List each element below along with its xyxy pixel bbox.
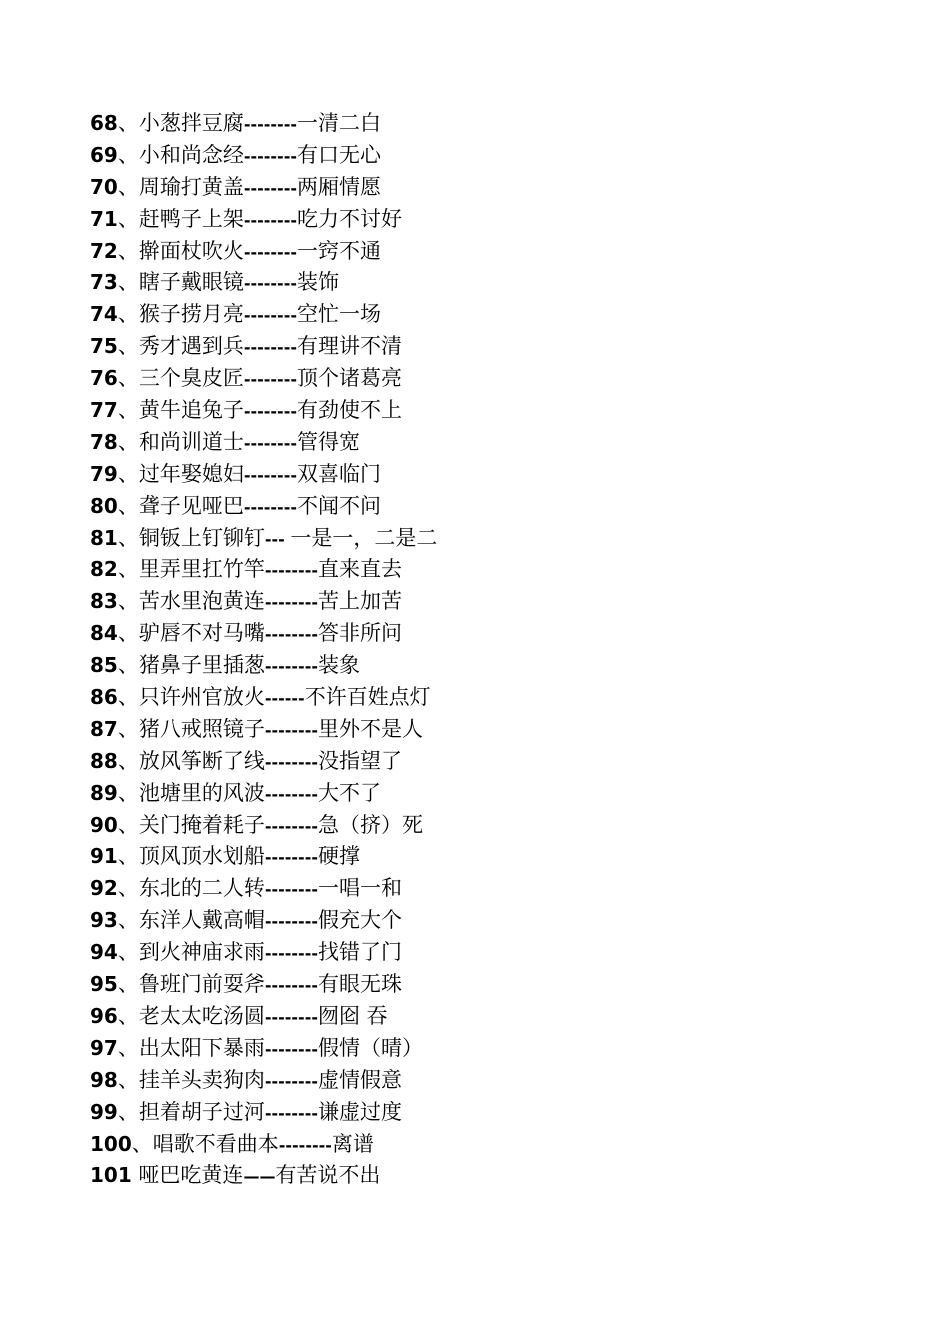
answer-text: 装饰 [296, 270, 339, 295]
item-number: 98 [90, 1067, 118, 1092]
list-item [90, 841, 890, 873]
item-number: 74 [90, 302, 118, 327]
item-mark: 、 [117, 685, 139, 710]
item-number: 72 [90, 238, 118, 263]
item-number: 84 [90, 621, 118, 646]
item-mark: 、 [117, 334, 139, 359]
item-mark: 、 [117, 844, 139, 869]
answer-text: 硬撑 [317, 844, 360, 869]
separator-dashes: -------- [264, 1007, 318, 1027]
separator-dashes: -------- [243, 402, 297, 422]
item-number: 81 [90, 525, 118, 550]
answer-text: 有苦说不出 [275, 1163, 381, 1188]
list-item [90, 810, 890, 842]
answer-text: 有口无心 [296, 142, 381, 167]
item-number: 82 [90, 557, 118, 582]
separator-dashes: -------- [264, 976, 318, 996]
list-item [90, 140, 890, 172]
riddle-list [90, 108, 890, 1192]
separator-dashes: -------- [243, 306, 297, 326]
item-number: 78 [90, 429, 118, 454]
separator-dashes: -------- [264, 1039, 318, 1059]
item-mark: 、 [117, 716, 139, 741]
list-item [90, 969, 890, 1001]
riddle-text: 挂羊头卖狗肉 [138, 1067, 265, 1092]
item-number: 94 [90, 940, 118, 965]
riddle-text: 铜钣上钉铆钉 [138, 525, 265, 550]
separator-dashes: -------- [243, 497, 297, 517]
list-item [90, 267, 890, 299]
item-number: 80 [90, 493, 118, 518]
item-number: 100 [90, 1131, 132, 1156]
separator-dashes: -------- [264, 944, 318, 964]
riddle-text: 老太太吃汤圆 [138, 1003, 265, 1028]
separator-dashes: -------- [243, 146, 297, 166]
item-number: 96 [90, 1003, 118, 1028]
list-item [90, 1065, 890, 1097]
separator-dashes: -------- [243, 210, 297, 230]
list-item [90, 746, 890, 778]
list-item [90, 363, 890, 395]
answer-text: 虚情假意 [317, 1067, 402, 1092]
list-item [90, 299, 890, 331]
item-number: 77 [90, 398, 118, 423]
item-number: 91 [90, 844, 118, 869]
item-number: 99 [90, 1099, 118, 1124]
item-mark: 、 [117, 589, 139, 614]
list-item [90, 108, 890, 140]
list-item [90, 236, 890, 268]
answer-text: 假充大个 [317, 908, 402, 933]
item-mark: 、 [117, 111, 139, 135]
riddle-text: 顶风顶水划船 [138, 844, 265, 869]
list-item [90, 204, 890, 236]
answer-text: 吃力不讨好 [296, 206, 402, 231]
separator-dashes: —— [243, 1167, 276, 1187]
riddle-text: 秀才遇到兵 [138, 334, 244, 359]
riddle-text: 擀面杖吹火 [138, 238, 244, 263]
answer-text: 谦虚过度 [317, 1099, 402, 1124]
list-item [90, 873, 890, 905]
answer-text: 离谱 [331, 1131, 374, 1156]
riddle-text: 池塘里的风波 [138, 780, 265, 805]
list-item [90, 937, 890, 969]
riddle-text: 关门掩着耗子 [138, 812, 265, 837]
answer-text: 有眼无珠 [317, 972, 402, 997]
riddle-text: 猴子捞月亮 [138, 302, 244, 327]
separator-dashes: -------- [264, 593, 318, 613]
list-item [90, 491, 890, 523]
list-item [90, 427, 890, 459]
item-number: 69 [90, 142, 118, 167]
list-item [90, 618, 890, 650]
list-item [90, 395, 890, 427]
riddle-text: 黄牛追兔子 [138, 398, 244, 423]
answer-text: 一唱一和 [317, 876, 402, 901]
item-number: 86 [90, 685, 118, 710]
answer-text: 顶个诸葛亮 [296, 366, 402, 391]
answer-text: 有劲使不上 [296, 398, 402, 423]
answer-text: 大不了 [317, 780, 381, 805]
separator-dashes: -------- [264, 625, 318, 645]
separator-dashes: -------- [264, 752, 318, 772]
item-mark: 、 [117, 238, 139, 263]
list-item [90, 586, 890, 618]
riddle-text: 唱歌不看曲本 [152, 1131, 279, 1156]
riddle-text: 里弄里扛竹竿 [138, 557, 265, 582]
list-item [90, 1001, 890, 1033]
separator-dashes: -------- [264, 720, 318, 740]
riddle-text: 东洋人戴高帽 [138, 908, 265, 933]
answer-text: 一窍不通 [296, 238, 381, 263]
list-item [90, 778, 890, 810]
list-item [90, 714, 890, 746]
riddle-text: 小和尚念经 [138, 142, 244, 167]
separator-dashes: -------- [264, 1071, 318, 1091]
riddle-text: 鲁班门前耍斧 [138, 972, 265, 997]
separator-dashes: -------- [264, 912, 318, 932]
answer-text: 找错了门 [317, 940, 402, 965]
item-mark: 、 [117, 1099, 139, 1124]
riddle-text: 小葱拌豆腐 [138, 111, 244, 135]
answer-text: 囫囵 吞 [317, 1003, 388, 1028]
separator-dashes: --- [264, 529, 291, 549]
item-number: 85 [90, 653, 118, 678]
item-mark: 、 [117, 174, 139, 199]
answer-text: 两厢情愿 [296, 174, 381, 199]
item-number: 89 [90, 780, 118, 805]
item-number: 70 [90, 174, 118, 199]
list-item [90, 1097, 890, 1129]
answer-text: 不许百姓点灯 [304, 685, 431, 710]
riddle-text: 东北的二人转 [138, 876, 265, 901]
separator-dashes: -------- [264, 816, 318, 836]
separator-dashes: -------- [243, 242, 297, 262]
riddle-text: 猪鼻子里插葱 [138, 653, 265, 678]
riddle-text: 三个臭皮匠 [138, 366, 244, 391]
separator-dashes: -------- [243, 370, 297, 390]
item-mark: 、 [117, 1035, 139, 1060]
list-item [90, 554, 890, 586]
separator-dashes: -------- [264, 561, 318, 581]
answer-text: 空忙一场 [296, 302, 381, 327]
item-number: 87 [90, 716, 118, 741]
separator-dashes: -------- [278, 1135, 332, 1155]
list-item [90, 172, 890, 204]
item-mark: 、 [117, 398, 139, 423]
riddle-text: 放风筝断了线 [138, 748, 265, 773]
answer-text: 里外不是人 [317, 716, 423, 741]
item-mark: 、 [117, 557, 139, 582]
item-mark: 、 [131, 1131, 153, 1156]
separator-dashes: -------- [243, 465, 297, 485]
item-mark: 、 [117, 461, 139, 486]
riddle-text: 猪八戒照镜子 [138, 716, 265, 741]
item-number: 73 [90, 270, 118, 295]
riddle-text: 哑巴吃黄连 [138, 1163, 244, 1188]
item-mark: 、 [117, 142, 139, 167]
item-mark: 、 [117, 812, 139, 837]
riddle-text: 担着胡子过河 [138, 1099, 265, 1124]
answer-text: 双喜临门 [296, 461, 381, 486]
list-item [90, 1160, 890, 1192]
item-mark: 、 [117, 206, 139, 231]
separator-dashes: -------- [264, 657, 318, 677]
item-mark: 、 [117, 493, 139, 518]
separator-dashes: -------- [243, 338, 297, 358]
item-number: 92 [90, 876, 118, 901]
list-item [90, 523, 890, 555]
answer-text: 一清二白 [296, 111, 381, 135]
answer-text: 有理讲不清 [296, 334, 402, 359]
separator-dashes: -------- [264, 880, 318, 900]
item-mark: 、 [117, 1003, 139, 1028]
item-mark: 、 [117, 525, 139, 550]
separator-dashes: ------ [264, 689, 305, 709]
item-mark: 、 [117, 1067, 139, 1092]
item-number: 93 [90, 908, 118, 933]
riddle-text: 赶鸭子上架 [138, 206, 244, 231]
item-number: 75 [90, 334, 118, 359]
item-mark: 、 [117, 748, 139, 773]
item-mark: 、 [117, 270, 139, 295]
riddle-text: 聋子见哑巴 [138, 493, 244, 518]
list-item [90, 1129, 890, 1161]
riddle-text: 出太阳下暴雨 [138, 1035, 265, 1060]
separator-dashes: -------- [264, 848, 318, 868]
list-item [90, 905, 890, 937]
separator-dashes: -------- [264, 784, 318, 804]
riddle-text: 到火神庙求雨 [138, 940, 265, 965]
list-item [90, 1033, 890, 1065]
answer-text: 没指望了 [317, 748, 402, 773]
item-number: 97 [90, 1035, 118, 1060]
item-number: 79 [90, 461, 118, 486]
item-mark: 、 [117, 621, 139, 646]
riddle-text: 周瑜打黄盖 [138, 174, 244, 199]
answer-text: 不闻不问 [296, 493, 381, 518]
item-number: 95 [90, 972, 118, 997]
separator-dashes: -------- [243, 274, 297, 294]
list-item [90, 650, 890, 682]
riddle-text: 和尚训道士 [138, 429, 244, 454]
item-mark: 、 [117, 780, 139, 805]
item-number: 88 [90, 748, 118, 773]
item-mark: 、 [117, 366, 139, 391]
item-mark: 、 [117, 972, 139, 997]
item-number: 90 [90, 812, 118, 837]
item-mark: 、 [117, 302, 139, 327]
answer-text: 苦上加苦 [317, 589, 402, 614]
item-number: 101 [90, 1163, 132, 1188]
item-number: 68 [90, 111, 118, 135]
riddle-text: 过年娶媳妇 [138, 461, 244, 486]
item-mark: 、 [117, 429, 139, 454]
item-mark: 、 [117, 908, 139, 933]
item-mark: 、 [117, 653, 139, 678]
list-item [90, 331, 890, 363]
item-number: 76 [90, 366, 118, 391]
item-number: 71 [90, 206, 118, 231]
item-mark: 、 [117, 876, 139, 901]
list-item [90, 459, 890, 491]
answer-text: 管得宽 [296, 429, 360, 454]
separator-dashes: -------- [243, 115, 297, 134]
answer-text: 一是一，二是二 [290, 525, 438, 550]
answer-text: 答非所问 [317, 621, 402, 646]
separator-dashes: -------- [264, 1103, 318, 1123]
item-number: 83 [90, 589, 118, 614]
answer-text: 装象 [317, 653, 360, 678]
list-item [90, 682, 890, 714]
riddle-text: 只许州官放火 [138, 685, 265, 710]
answer-text: 急（挤）死 [317, 812, 423, 837]
answer-text: 假情（晴） [317, 1035, 423, 1060]
item-mark: 、 [117, 940, 139, 965]
riddle-text: 瞎子戴眼镜 [138, 270, 244, 295]
separator-dashes: -------- [243, 178, 297, 198]
answer-text: 直来直去 [317, 557, 402, 582]
separator-dashes: -------- [243, 433, 297, 453]
riddle-text: 驴唇不对马嘴 [138, 621, 265, 646]
riddle-text: 苦水里泡黄连 [138, 589, 265, 614]
